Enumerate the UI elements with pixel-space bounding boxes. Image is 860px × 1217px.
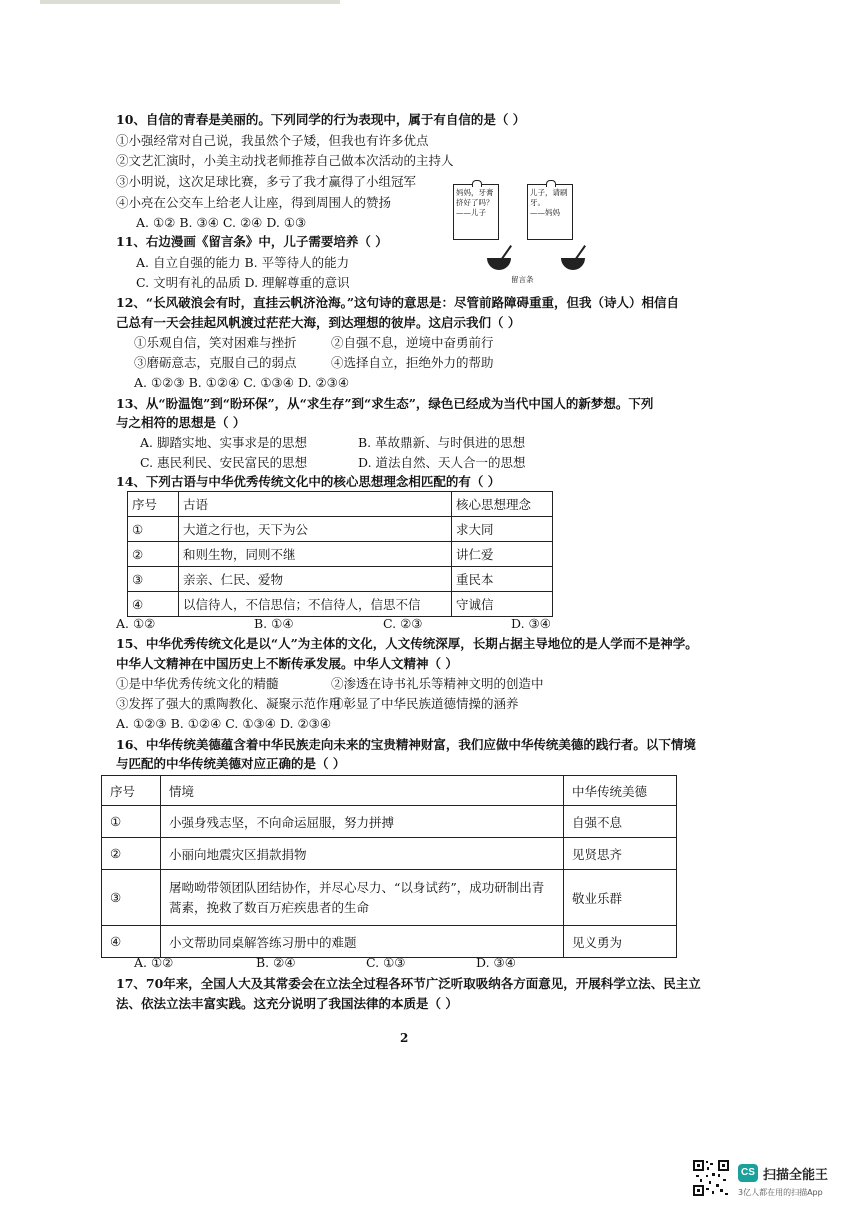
table-cell: ③	[102, 870, 161, 926]
table-cell: 自强不息	[564, 806, 677, 838]
table-cell: 重民本	[452, 567, 553, 592]
bowl-icon	[561, 258, 585, 270]
q15-stem-line-2: 中华人文精神在中国历史上不断传承发展。中华人文精神（ ）	[116, 656, 458, 671]
q12-option-4: ④选择自立，拒绝外力的帮助	[331, 355, 494, 370]
q12-option-2: ②自强不息，逆境中奋勇前行	[331, 335, 494, 350]
q16-choice-d: D. ③④	[476, 955, 516, 970]
q14-choice-d: D. ③④	[511, 616, 551, 631]
table-header-row	[128, 492, 553, 517]
table-header-row	[102, 776, 677, 806]
table-row	[102, 806, 677, 838]
q17-stem-line-1: 17、70年来，全国人大及其常委会在立法全过程各环节广泛听取吸纳各方面意见，开展科学立法、民主立	[116, 976, 701, 991]
q16-stem-line-1: 16、中华传统美德蕴含着中华民族走向未来的宝贵精神财富，我们应做中华传统美德的践行者。以下情境	[116, 737, 696, 752]
son-note-line-1: 妈妈，牙膏	[456, 188, 494, 197]
q10-choices: A. ①② B. ③④ C. ②④ D. ①③	[136, 215, 307, 230]
table-cell: 守诚信	[452, 592, 553, 617]
table-header-cell: 情境	[161, 776, 564, 806]
q16-choice-b: B. ②④	[256, 955, 296, 970]
table-cell: 小丽向地震灾区捐款捐物	[161, 838, 564, 870]
q13-stem-line-1: 13、从“盼温饱”到“盼环保”，从“求生存”到“求生态”，绿色已经成为当代中国人的新梦想。下列	[116, 396, 654, 411]
table-cell: 见贤思齐	[564, 838, 677, 870]
q14-choice-a: A. ①②	[116, 616, 156, 631]
q12-option-3: ③磨砺意志，克服自己的弱点	[134, 355, 297, 370]
table-cell: 和则生物，同则不继	[179, 542, 452, 567]
table-row	[128, 592, 553, 617]
table-header-cell: 序号	[128, 492, 179, 517]
q14-table	[127, 491, 553, 617]
mom-note-line-1: 儿子，请刷	[530, 188, 568, 197]
scan-edge	[0, 0, 860, 10]
table-row	[128, 542, 553, 567]
q15-option-1: ①是中华优秀传统文化的精髓	[116, 676, 279, 691]
table-cell: 求大同	[452, 517, 553, 542]
table-row	[128, 567, 553, 592]
q10-option-4: ④小亮在公交车上给老人让座，得到周围人的赞扬	[116, 195, 392, 210]
bowl-icon	[487, 258, 511, 270]
scanner-tagline: 3亿人都在用的扫描App	[738, 1188, 823, 1197]
q12-stem-line-2: 己总有一天会挂起风帆渡过茫茫大海，到达理想的彼岸。这启示我们（ ）	[116, 315, 521, 330]
q13-choice-a: A. 脚踏实地、实事求是的思想	[140, 435, 307, 450]
mom-note-line-2: 牙。	[530, 198, 545, 207]
table-cell: 亲亲、仁民、爱物	[179, 567, 452, 592]
table-row	[102, 926, 677, 958]
pin-icon	[546, 180, 556, 187]
q16-choice-c: C. ①③	[366, 955, 406, 970]
q16-table	[101, 775, 677, 958]
mom-note-line-3: ——妈妈	[530, 208, 560, 217]
q12-stem-line-1: 12、“长风破浪会有时，直挂云帆济沧海。”这句诗的意思是：尽管前路障碍重重，但我（诗人）相信自	[116, 295, 680, 310]
table-cell: ④	[128, 592, 179, 617]
table-cell: 敬业乐群	[564, 870, 677, 926]
son-note-line-3: ——儿子	[456, 208, 486, 217]
pin-icon	[472, 180, 482, 187]
q10-stem: 10、自信的青春是美丽的。下列同学的行为表现中，属于有自信的是（ ）	[116, 112, 526, 127]
q13-choice-b: B. 革故鼎新、与时俱进的思想	[358, 435, 526, 450]
q16-choice-a: A. ①②	[134, 955, 174, 970]
table-cell: 小强身残志坚，不向命运屈服，努力拼搏	[161, 806, 564, 838]
q17-stem-line-2: 法、依法立法丰富实践。这充分说明了我国法律的本质是（ ）	[116, 996, 458, 1011]
mom-note	[527, 184, 573, 240]
qr-code-icon	[692, 1159, 730, 1197]
q13-choice-d: D. 道法自然、天人合一的思想	[358, 455, 526, 470]
q14-choice-c: C. ②③	[383, 616, 423, 631]
q13-choice-c: C. 惠民利民、安民富民的思想	[140, 455, 308, 470]
q10-option-1: ①小强经常对自己说，我虽然个子矮，但我也有许多优点	[116, 133, 429, 148]
q16-stem-line-2: 与匹配的中华传统美德对应正确的是（ ）	[116, 756, 346, 771]
q14-stem: 14、下列古语与中华优秀传统文化中的核心思想理念相匹配的有（ ）	[116, 474, 501, 489]
table-cell: 讲仁爱	[452, 542, 553, 567]
q15-option-4: ④彰显了中华民族道德情操的涵养	[331, 696, 519, 711]
scanner-logo: CS	[738, 1164, 758, 1182]
table-row	[102, 870, 677, 926]
table-cell: ①	[128, 517, 179, 542]
table-cell: ③	[128, 567, 179, 592]
scanner-app-name: 扫描全能王	[763, 1168, 829, 1183]
q15-choices: A. ①②③ B. ①②④ C. ①③④ D. ②③④	[116, 716, 332, 731]
q10-option-2: ②文艺汇演时，小美主动找老师推荐自己做本次活动的主持人	[116, 153, 454, 168]
table-cell: ④	[102, 926, 161, 958]
q12-choices: A. ①②③ B. ①②④ C. ①③④ D. ②③④	[134, 375, 350, 390]
table-cell: ①	[102, 806, 161, 838]
table-cell: ②	[128, 542, 179, 567]
q14-choice-b: B. ①④	[254, 616, 294, 631]
table-row	[128, 517, 553, 542]
q11-choices-ab: A. 自立自强的能力 B. 平等待人的能力	[136, 255, 350, 270]
q15-stem-line-1: 15、中华优秀传统文化是以“人”为主体的文化，人文传统深厚，长期占据主导地位的是人学而不是神学。	[116, 636, 698, 651]
q11-choices-cd: C. 文明有礼的品质 D. 理解尊重的意识	[136, 275, 350, 290]
table-header-cell: 中华传统美德	[564, 776, 677, 806]
table-cell: 屠呦呦带领团队团结协作，并尽心尽力、“以身试药”，成功研制出青蒿素，挽救了数百万疟疾患者的生命	[161, 870, 564, 926]
q15-option-3: ③发挥了强大的熏陶教化、凝聚示范作用	[116, 696, 342, 711]
son-note-line-2: 挤好了吗？	[456, 198, 494, 207]
q10-option-3: ③小明说，这次足球比赛，多亏了我才赢得了小组冠军	[116, 174, 417, 189]
table-cell: ②	[102, 838, 161, 870]
table-header-cell: 序号	[102, 776, 161, 806]
cartoon-caption: 留言条	[511, 275, 534, 284]
q13-stem-line-2: 与之相符的思想是（ ）	[116, 415, 246, 430]
table-cell: 大道之行也，天下为公	[179, 517, 452, 542]
q12-option-1: ①乐观自信，笑对困难与挫折	[134, 335, 297, 350]
table-cell: 小文帮助同桌解答练习册中的难题	[161, 926, 564, 958]
page-number: 2	[400, 1031, 409, 1045]
q15-option-2: ②渗透在诗书礼乐等精神文明的创造中	[331, 676, 544, 691]
table-row	[102, 838, 677, 870]
son-note	[453, 184, 499, 240]
table-header-cell: 古语	[179, 492, 452, 517]
message-note-cartoon	[447, 178, 595, 288]
q11-stem: 11、右边漫画《留言条》中，儿子需要培养（ ）	[116, 234, 388, 249]
table-cell: 见义勇为	[564, 926, 677, 958]
table-cell: 以信待人，不信思信；不信待人，信思不信	[179, 592, 452, 617]
table-header-cell: 核心思想理念	[452, 492, 553, 517]
